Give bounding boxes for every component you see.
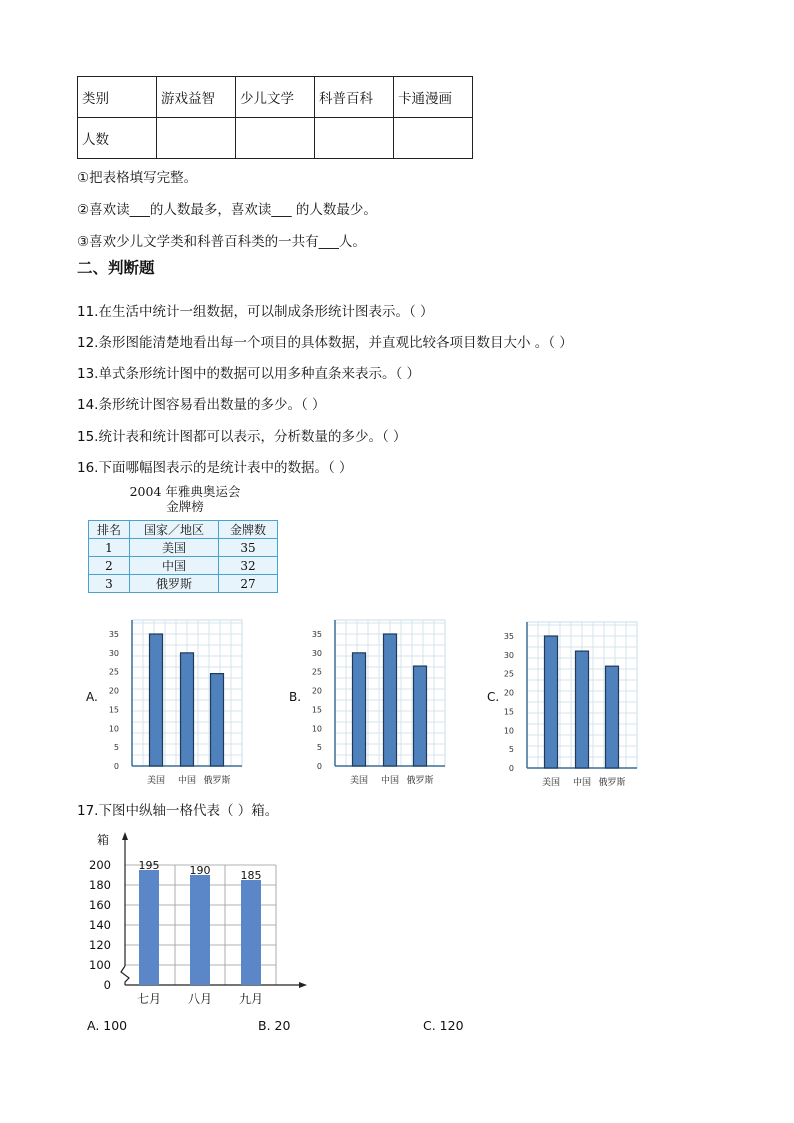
y-tick-label: 35 xyxy=(503,632,514,641)
axis-break-mark xyxy=(121,966,129,985)
table-cell: 27 xyxy=(219,575,278,593)
bar xyxy=(190,875,210,985)
bar xyxy=(139,870,159,985)
medal-table-title xyxy=(100,484,270,514)
y-tick-label: 15 xyxy=(503,707,514,717)
y-tick-label: 10 xyxy=(311,724,322,734)
y-tick-label: 25 xyxy=(108,667,119,677)
y-tick-label: 15 xyxy=(311,705,322,715)
y-tick-label: 30 xyxy=(503,650,514,660)
table-row xyxy=(78,77,473,118)
option-b-label[interactable]: B. xyxy=(289,690,302,704)
bar xyxy=(384,634,397,766)
table-cell: 1 xyxy=(89,539,130,557)
table-cell: 科普百科 xyxy=(315,77,394,118)
option-a-chart[interactable] xyxy=(100,612,260,792)
table-cell: 2 xyxy=(89,557,130,575)
x-tick-label: 美国 xyxy=(349,776,369,786)
y-tick-label: 20 xyxy=(108,686,119,696)
bar xyxy=(414,666,427,766)
q10-item-3: ③喜欢少儿文学类和科普百科类的一共有___人。 xyxy=(77,234,366,250)
y-tick-label: 25 xyxy=(503,669,514,679)
bar xyxy=(353,653,366,766)
x-tick-label: 中国 xyxy=(177,776,197,786)
answer-cell[interactable] xyxy=(157,118,236,159)
option-b-chart[interactable] xyxy=(303,612,463,792)
table-row xyxy=(78,118,473,159)
q17-option-a[interactable]: A. 100 xyxy=(87,1018,128,1033)
x-tick-label: 美国 xyxy=(541,778,561,788)
bar xyxy=(181,653,194,766)
y-tick-label: 15 xyxy=(108,705,119,715)
question-12: 12.条形图能清楚地看出每一个项目的具体数据，并直观比较各项目数目大小 。（ ） xyxy=(77,335,573,351)
table-row xyxy=(89,575,278,593)
y-tick-label: 20 xyxy=(503,688,514,698)
x-tick-label: 俄罗斯 xyxy=(203,776,231,786)
y-tick-label: 120 xyxy=(89,938,111,952)
y-tick-label: 30 xyxy=(311,648,322,658)
option-c-label[interactable]: C. xyxy=(487,690,500,704)
x-tick-label: 中国 xyxy=(572,778,592,788)
y-tick-label: 25 xyxy=(311,667,322,677)
table-cell: 中国 xyxy=(130,557,219,575)
y-tick-label: 10 xyxy=(503,726,514,736)
y-tick-label: 5 xyxy=(113,743,119,753)
table-cell: 卡通漫画 xyxy=(394,77,473,118)
y-tick-label: 5 xyxy=(316,743,322,753)
medal-title-line1: 2004 年雅典奥运会 xyxy=(129,484,241,499)
y-tick-label: 20 xyxy=(311,686,322,696)
bar xyxy=(241,880,261,985)
y-tick-label: 0 xyxy=(103,978,111,992)
table-cell: 俄罗斯 xyxy=(130,575,219,593)
table-cell: 美国 xyxy=(130,539,219,557)
answer-cell[interactable] xyxy=(394,118,473,159)
x-tick-label: 中国 xyxy=(380,776,400,786)
x-axis-arrow xyxy=(299,982,307,988)
question-17: 17.下图中纵轴一格代表（ ）箱。 xyxy=(77,803,279,819)
bar xyxy=(576,651,589,768)
y-axis-label: 箱 xyxy=(97,833,110,847)
answer-cell[interactable] xyxy=(315,118,394,159)
table-header: 国家／地区 xyxy=(130,521,219,539)
data-label: 195 xyxy=(138,859,160,872)
bar xyxy=(545,636,558,768)
y-tick-label: 140 xyxy=(89,918,111,932)
q17-option-c[interactable]: C. 120 xyxy=(423,1018,464,1033)
table-row xyxy=(89,557,278,575)
table-cell: 游戏益智 xyxy=(157,77,236,118)
q10-item-1: ①把表格填写完整。 xyxy=(77,170,198,186)
table-header: 排名 xyxy=(89,521,130,539)
question-11: 11.在生活中统计一组数据，可以制成条形统计图表示。（ ） xyxy=(77,304,434,320)
y-tick-label: 10 xyxy=(108,724,119,734)
table-header: 金牌数 xyxy=(219,521,278,539)
y-tick-label: 0 xyxy=(508,764,514,773)
q17-bar-chart xyxy=(85,828,325,1010)
option-a-label[interactable]: A. xyxy=(86,690,98,704)
bar xyxy=(150,634,163,766)
table-cell: 3 xyxy=(89,575,130,593)
table-row xyxy=(89,539,278,557)
x-tick-label: 九月 xyxy=(238,992,264,1006)
question-14: 14.条形统计图容易看出数量的多少。（ ） xyxy=(77,397,326,413)
category-table xyxy=(77,76,473,159)
table-cell: 32 xyxy=(219,557,278,575)
table-row xyxy=(89,521,278,539)
y-tick-label: 35 xyxy=(311,630,322,639)
table-cell: 类别 xyxy=(78,77,157,118)
y-tick-label: 100 xyxy=(89,958,111,972)
q10-item-2: ②喜欢读___的人数最多，喜欢读___ 的人数最少。 xyxy=(77,202,377,218)
data-label: 185 xyxy=(240,869,262,882)
x-tick-label: 八月 xyxy=(187,992,213,1006)
y-tick-label: 0 xyxy=(113,762,119,771)
y-axis-arrow xyxy=(122,832,128,840)
x-tick-label: 美国 xyxy=(146,776,166,786)
y-tick-label: 180 xyxy=(89,878,111,892)
option-c-chart[interactable] xyxy=(495,614,655,794)
x-tick-label: 俄罗斯 xyxy=(406,776,434,786)
question-16: 16.下面哪幅图表示的是统计表中的数据。（ ） xyxy=(77,460,353,476)
y-tick-label: 30 xyxy=(108,648,119,658)
section-title: 二、判断题 xyxy=(77,259,155,277)
medal-title-line2: 金牌榜 xyxy=(166,499,204,514)
bar xyxy=(606,666,619,768)
y-tick-label: 160 xyxy=(89,898,111,912)
question-13: 13.单式条形统计图中的数据可以用多种直条来表示。（ ） xyxy=(77,366,421,382)
medal-table xyxy=(88,520,278,593)
y-tick-label: 0 xyxy=(316,762,322,771)
y-tick-label: 200 xyxy=(89,858,111,872)
answer-cell[interactable] xyxy=(236,118,315,159)
table-cell: 少儿文学 xyxy=(236,77,315,118)
table-cell: 35 xyxy=(219,539,278,557)
y-tick-label: 5 xyxy=(508,745,514,755)
x-tick-label: 俄罗斯 xyxy=(598,778,626,788)
data-label: 190 xyxy=(189,864,211,877)
table-cell: 人数 xyxy=(78,118,157,159)
x-tick-label: 七月 xyxy=(136,992,162,1006)
y-tick-label: 35 xyxy=(108,630,119,639)
q17-option-b[interactable]: B. 20 xyxy=(258,1018,291,1033)
question-15: 15.统计表和统计图都可以表示，分析数量的多少。（ ） xyxy=(77,429,407,445)
bar xyxy=(211,674,224,766)
